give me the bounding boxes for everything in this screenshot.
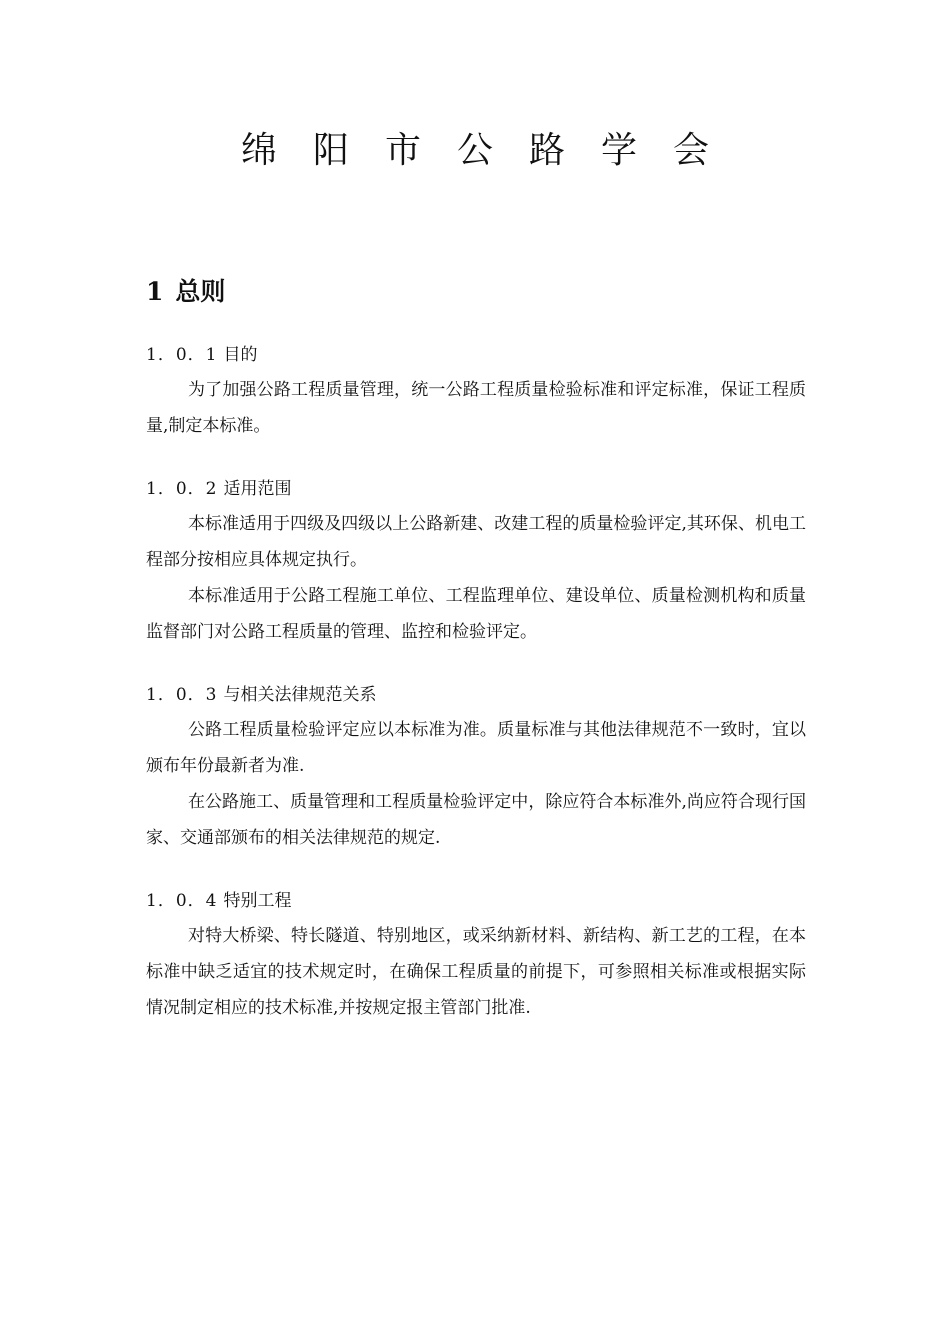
- section-number: 1．0．4: [146, 891, 218, 911]
- section-number: 1．0．3: [146, 685, 218, 705]
- section-title: 适用范围: [223, 479, 292, 499]
- section-paragraph: 为了加强公路工程质量管理，统一公路工程质量检验标准和评定标准，保证工程质量,制定本标准。: [146, 380, 806, 436]
- section-1-0-4: [146, 886, 806, 1026]
- chapter-number: 1: [146, 277, 164, 306]
- section-number: 1．0．1: [146, 345, 218, 365]
- section-paragraph: 本标准适用于公路工程施工单位、工程监理单位、建设单位、质量检测机构和质量监督部门对公路工程质量的管理、监控和检验评定。: [146, 586, 806, 642]
- section-heading: [146, 886, 806, 916]
- section-paragraph: 在公路施工、质量管理和工程质量检验评定中，除应符合本标准外,尚应符合现行国家、交通部颁布的相关法律规范的规定.: [146, 792, 806, 848]
- section-heading: [146, 474, 806, 504]
- section-1-0-1: [146, 340, 806, 444]
- section-number: 1．0．2: [146, 479, 218, 499]
- section-heading: [146, 680, 806, 710]
- section-title: 与相关法律规范关系: [223, 685, 377, 705]
- section-heading: [146, 340, 806, 370]
- section-paragraph: 对特大桥梁、特长隧道、特别地区，或采纳新材料、新结构、新工艺的工程，在本标准中缺乏适宜的技术规定时，在确保工程质量的前提下，可参照相关标准或根据实际情况制定相应的技术标准,并按规定报主管部门批准.: [146, 926, 806, 1018]
- chapter-title: 总则: [175, 277, 226, 306]
- section-paragraph: 本标准适用于四级及四级以上公路新建、改建工程的质量检验评定,其环保、机电工程部分按相应具体规定执行。: [146, 514, 806, 570]
- section-title: 特别工程: [223, 891, 292, 911]
- organization-title: 绵阳市公路学会: [240, 130, 745, 171]
- section-1-0-2: [146, 474, 806, 650]
- section-1-0-3: [146, 680, 806, 856]
- document-body: [146, 340, 806, 1056]
- chapter-heading: [146, 272, 225, 312]
- section-title: 目的: [223, 345, 258, 365]
- section-paragraph: 公路工程质量检验评定应以本标准为准。质量标准与其他法律规范不一致时，宜以颁布年份最新者为准.: [146, 720, 806, 776]
